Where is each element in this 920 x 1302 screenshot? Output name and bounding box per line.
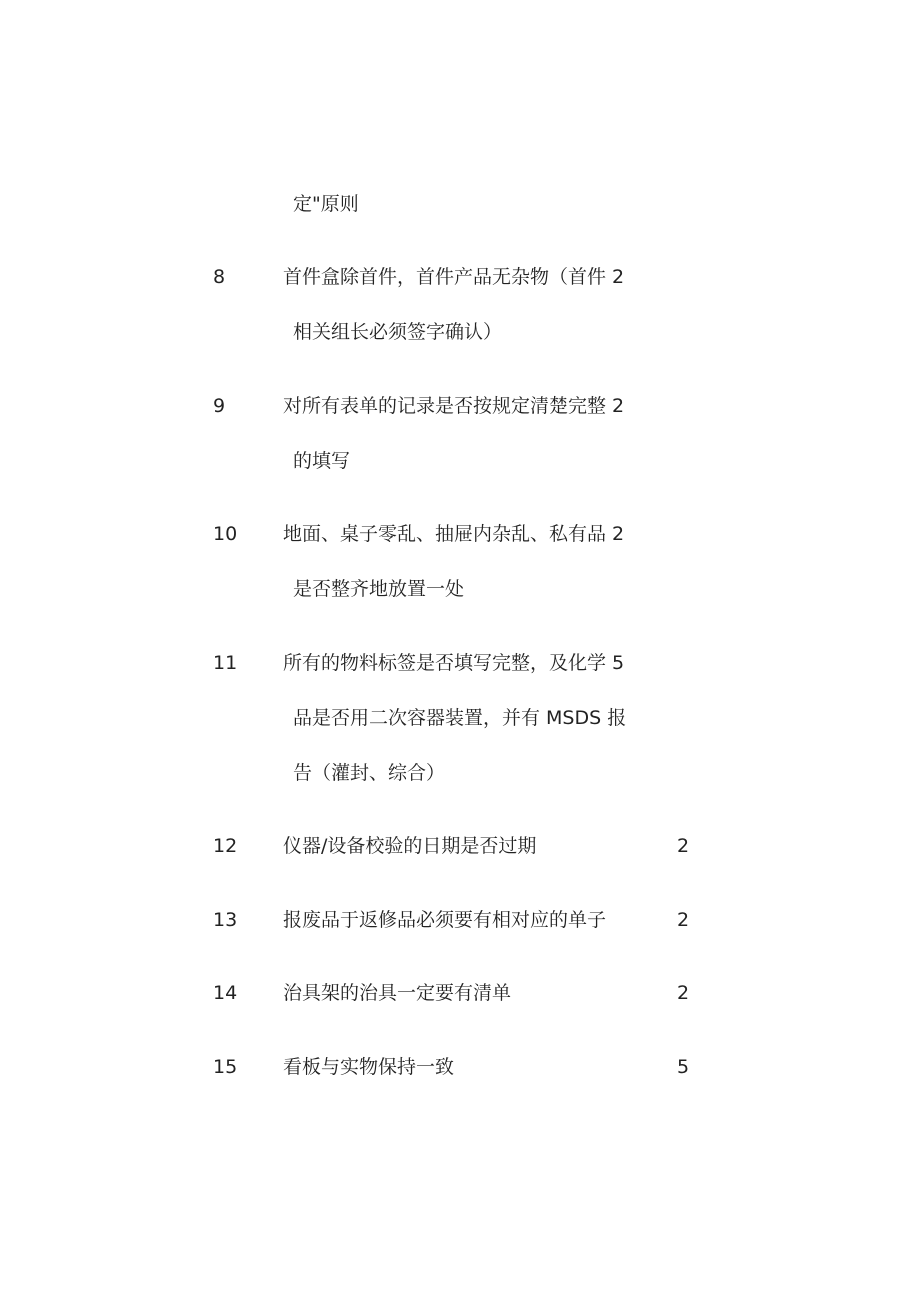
row-number: 15 xyxy=(213,1056,238,1078)
row-text: 报废品于返修品必须要有相对应的单子 xyxy=(283,909,607,931)
row-number: 10 xyxy=(213,523,238,545)
row-score: 2 xyxy=(677,982,690,1004)
row-score: 2 xyxy=(677,835,690,857)
row-text: 仪器/设备校验的日期是否过期 xyxy=(283,835,537,857)
row-number: 13 xyxy=(213,909,238,931)
continuation-text: 定"原则 xyxy=(293,193,359,215)
row-text-line: 的填写 xyxy=(293,450,351,472)
row-number: 8 xyxy=(213,266,226,288)
row-text-line: 对所有表单的记录是否按规定清楚完整 2 xyxy=(283,395,625,417)
row-text-line: 首件盒除首件，首件产品无杂物（首件 2 xyxy=(283,266,625,288)
row-text-line: 地面、桌子零乱、抽屉内杂乱、私有品 2 xyxy=(283,523,625,545)
row-text: 看板与实物保持一致 xyxy=(283,1056,455,1078)
row-number: 14 xyxy=(213,982,238,1004)
row-text: 治具架的治具一定要有清单 xyxy=(283,982,512,1004)
row-number: 9 xyxy=(213,395,226,417)
row-text-line: 告（灌封、综合） xyxy=(293,762,446,784)
row-text-line: 相关组长必须签字确认） xyxy=(293,321,503,343)
row-number: 12 xyxy=(213,835,238,857)
row-text-line: 是否整齐地放置一处 xyxy=(293,578,465,600)
row-text-line: 品是否用二次容器装置，并有 MSDS 报 xyxy=(293,707,627,729)
row-text-line: 所有的物料标签是否填写完整，及化学 5 xyxy=(283,652,625,674)
row-number: 11 xyxy=(213,652,238,674)
row-score: 5 xyxy=(677,1056,690,1078)
row-score: 2 xyxy=(677,909,690,931)
